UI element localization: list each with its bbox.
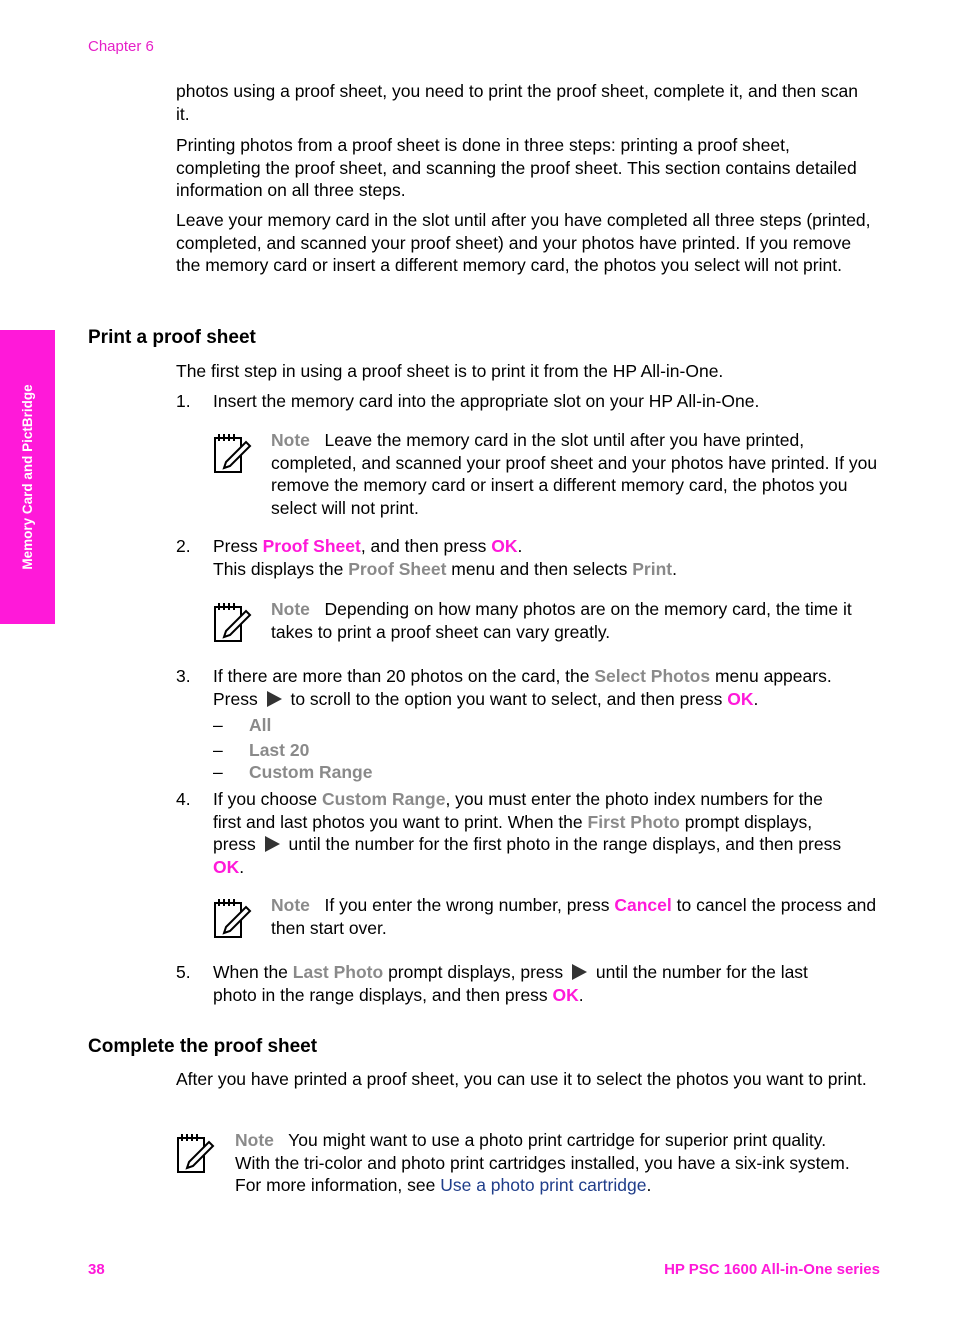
text-run: Press bbox=[213, 536, 263, 556]
note-pencil-icon bbox=[212, 897, 252, 941]
text-run: You might want to use a photo print cartridge for superior print quality. With the tri-color and photo print cartridges installed, you have a six-ink system. For more information, see bbox=[235, 1130, 850, 1195]
option-dash: – bbox=[213, 740, 223, 760]
right-arrow-icon bbox=[267, 691, 282, 707]
section-heading-complete-proof-sheet: Complete the proof sheet bbox=[88, 1036, 318, 1057]
text-run: Press bbox=[213, 688, 263, 709]
section-heading-print-proof-sheet: Print a proof sheet bbox=[88, 327, 256, 348]
note-label: Note bbox=[271, 895, 310, 915]
link-use-photo-print-cartridge[interactable]: Use a photo print cartridge bbox=[440, 1175, 647, 1195]
step-1-text: Insert the memory card into the appropriate slot on your HP All-in-One. bbox=[213, 391, 760, 411]
option-custom-range: Custom Range bbox=[249, 762, 373, 782]
note-2 bbox=[271, 598, 881, 643]
text-run: press bbox=[213, 834, 261, 854]
note-pencil-icon bbox=[212, 432, 252, 476]
note-1 bbox=[271, 429, 881, 519]
note-1-text: Leave the memory card in the slot until after you have printed, completed, and scanned your proof sheet and your photos have printed. If you remove the memory card or insert a different memory card, the photos you select will not print. bbox=[271, 430, 878, 518]
text-run: photo in the range displays, and then press bbox=[213, 984, 553, 1005]
text-run: menu and then selects bbox=[446, 558, 633, 579]
step-5-text bbox=[213, 961, 878, 1006]
option-all: All bbox=[249, 715, 272, 735]
side-tab bbox=[0, 330, 55, 624]
right-arrow-icon bbox=[265, 836, 280, 852]
menu-option-custom-range: Custom Range bbox=[321, 789, 446, 809]
button-name-ok: OK bbox=[213, 856, 240, 877]
note-2-text: Depending on how many photos are on the memory card, the time it takes to print a proof sheet can vary greatly. bbox=[271, 599, 852, 642]
option-last-20: Last 20 bbox=[249, 740, 310, 760]
section2-intro: After you have printed a proof sheet, you can use it to select the photos you want to print. bbox=[176, 1069, 867, 1089]
note-label: Note bbox=[271, 430, 310, 450]
text-run: prompt displays, press bbox=[383, 962, 568, 982]
intro-paragraph-3: Leave your memory card in the slot until after you have completed all three steps (printed, completed, and scanned your proof sheet) and your photos have printed. If you remove the memory card or insert a different memory card, the photos you select will not print. bbox=[176, 210, 871, 275]
option-dash: – bbox=[213, 762, 223, 782]
menu-name-proof-sheet: Proof Sheet bbox=[348, 558, 447, 579]
text-run: prompt displays, bbox=[679, 811, 813, 832]
text-run: . bbox=[578, 984, 584, 1005]
text-run: . bbox=[646, 1175, 652, 1195]
button-name-ok: OK bbox=[727, 688, 754, 709]
chapter-header: Chapter 6 bbox=[88, 38, 154, 55]
text-run: until the number for the last bbox=[591, 962, 808, 982]
step-2-text bbox=[213, 535, 878, 580]
text-run: first and last photos you want to print. When the bbox=[213, 811, 588, 832]
note-pencil-icon bbox=[175, 1132, 215, 1176]
button-name-cancel: Cancel bbox=[614, 895, 672, 915]
text-run: . bbox=[753, 688, 759, 709]
text-run: menu appears. bbox=[710, 666, 832, 686]
footer-product-name: HP PSC 1600 All-in-One series bbox=[664, 1261, 880, 1278]
text-run: , you must enter the photo index numbers for the bbox=[445, 789, 823, 809]
text-run: This displays the bbox=[213, 558, 349, 579]
option-dash: – bbox=[213, 715, 223, 735]
right-arrow-icon bbox=[572, 964, 587, 980]
note-label: Note bbox=[235, 1130, 274, 1150]
text-run: . bbox=[672, 558, 677, 579]
button-name-ok: OK bbox=[491, 536, 518, 556]
prompt-last-photo: Last Photo bbox=[292, 962, 384, 982]
note-label: Note bbox=[271, 599, 310, 619]
step-number: 4. bbox=[176, 789, 191, 809]
step-number: 5. bbox=[176, 962, 191, 982]
text-run: If you choose bbox=[213, 789, 322, 809]
text-run: to scroll to the option you want to select, and then press bbox=[285, 688, 728, 709]
menu-option-print: Print bbox=[632, 558, 673, 579]
step-3-text bbox=[213, 665, 878, 710]
text-run: until the number for the first photo in the range displays, and then press bbox=[283, 834, 842, 854]
text-run: When the bbox=[213, 962, 293, 982]
side-tab-label: Memory Card and PictBridge bbox=[19, 384, 35, 570]
text-run: to cancel the process and then start over. bbox=[271, 895, 877, 938]
text-run: If you enter the wrong number, press bbox=[324, 895, 615, 915]
prompt-first-photo: First Photo bbox=[587, 811, 680, 832]
menu-name-select-photos: Select Photos bbox=[594, 666, 711, 686]
text-run: . bbox=[239, 856, 245, 877]
text-run: If there are more than 20 photos on the card, the bbox=[213, 666, 595, 686]
note-pencil-icon bbox=[212, 601, 252, 645]
intro-paragraph-2: Printing photos from a proof sheet is done in three steps: printing a proof sheet, completing the proof sheet, and scanning the proof sheet. This section contains detailed information on all three steps. bbox=[176, 135, 857, 200]
text-run: . bbox=[517, 536, 523, 556]
button-name-proof-sheet: Proof Sheet bbox=[262, 536, 361, 556]
step-4-text bbox=[213, 788, 878, 878]
section1-intro: The first step in using a proof sheet is to print it from the HP All-in-One. bbox=[176, 361, 724, 381]
step-number: 1. bbox=[176, 391, 191, 411]
step-number: 2. bbox=[176, 536, 191, 556]
page-number: 38 bbox=[88, 1261, 105, 1278]
intro-paragraph-1: photos using a proof sheet, you need to print the proof sheet, complete it, and then scan it. bbox=[176, 81, 858, 124]
step-number: 3. bbox=[176, 666, 191, 686]
button-name-ok: OK bbox=[552, 984, 579, 1005]
note-4 bbox=[235, 1129, 865, 1197]
text-run: , and then press bbox=[360, 536, 492, 556]
note-3 bbox=[271, 894, 881, 939]
